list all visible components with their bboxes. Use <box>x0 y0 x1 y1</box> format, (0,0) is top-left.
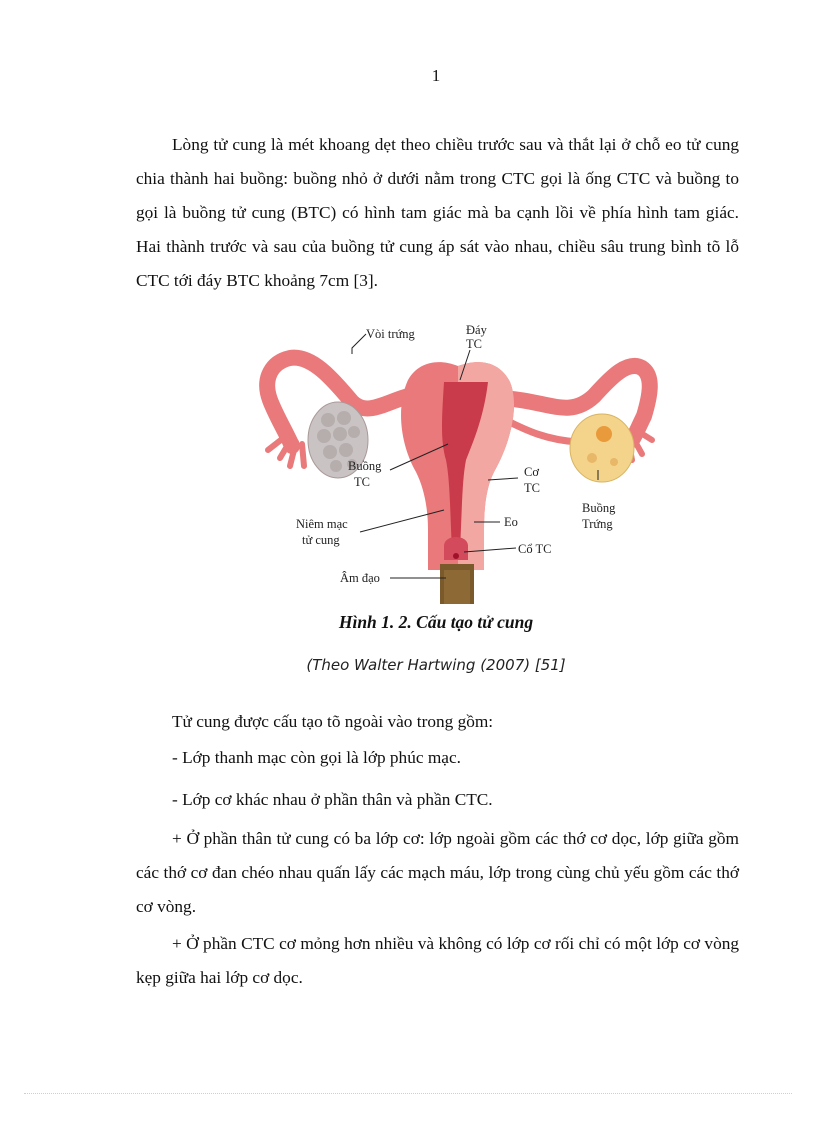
uterus-diagram <box>248 320 666 604</box>
label-isthmus: Eo <box>504 515 518 529</box>
paragraph-uterine-cavity: Lòng tử cung là mét khoang dẹt theo chiều trước sau và thắt lại ở chỗ eo tử cung chia thành hai buồng: buồng nhỏ ở dưới nằm trong CTC gọi là ống CTC và buồng to gọi là buồng tử cung (BTC) có hình tam giác mà ba cạnh lồi về phía hình tam giác. Hai thành trước và sau của buồng tử cung áp sát vào nhau, chiều sâu trung bình tõ lỗ CTC tới đáy BTC khoảng 7cm [3]. <box>136 135 739 290</box>
page-bottom-divider <box>24 1093 792 1094</box>
label-fallopian-tube: Vòi trứng <box>366 327 415 341</box>
label-uterine-fundus-2: TC <box>466 337 482 351</box>
list-item-muscle-layer: - Lớp cơ khác nhau ở phần thân và phần CTC. <box>172 790 493 809</box>
figure-source: (Theo Walter Hartwing (2007) [51] <box>306 656 566 674</box>
label-uterine-chamber-2: TC <box>354 475 370 489</box>
paragraph-cervix-muscle: + Ở phần CTC cơ mỏng hơn nhiều và không có lớp cơ rối chỉ có một lớp cơ vòng kẹp giữa hai lớp cơ dọc. <box>136 934 739 987</box>
label-uterine-chamber-1: Buồng <box>348 459 382 473</box>
label-uterine-muscle-1: Cơ <box>524 465 539 479</box>
label-endometrium-1: Niêm mạc <box>296 517 348 531</box>
label-endometrium-2: tử cung <box>302 533 340 547</box>
label-uterine-fundus-1: Đáy <box>466 323 487 337</box>
label-cervix: Cổ TC <box>518 542 552 556</box>
label-uterine-muscle-2: TC <box>524 481 540 495</box>
label-vagina: Âm đạo <box>340 571 380 585</box>
right-ovary <box>570 414 634 482</box>
page-number: 1 <box>431 66 441 85</box>
list-item-serosa: - Lớp thanh mạc còn gọi là lớp phúc mạc. <box>172 748 461 767</box>
figure-caption: Hình 1. 2. Cấu tạo tử cung <box>338 612 534 632</box>
paragraph-structure-intro: Tử cung được cấu tạo tõ ngoài vào trong gồm: <box>172 712 494 731</box>
label-ovary-1: Buồng <box>582 501 616 515</box>
uterus-anatomy-figure <box>248 320 666 604</box>
paragraph-body-muscle-layers: + Ở phần thân tử cung có ba lớp cơ: lớp ngoài gồm các thớ cơ dọc, lớp giữa gồm các thớ cơ đan chéo nhau quấn lấy các mạch máu, lớp trong cùng chủ yếu gồm các thớ cơ vòng. <box>136 829 739 916</box>
label-ovary-2: Trứng <box>582 517 613 531</box>
